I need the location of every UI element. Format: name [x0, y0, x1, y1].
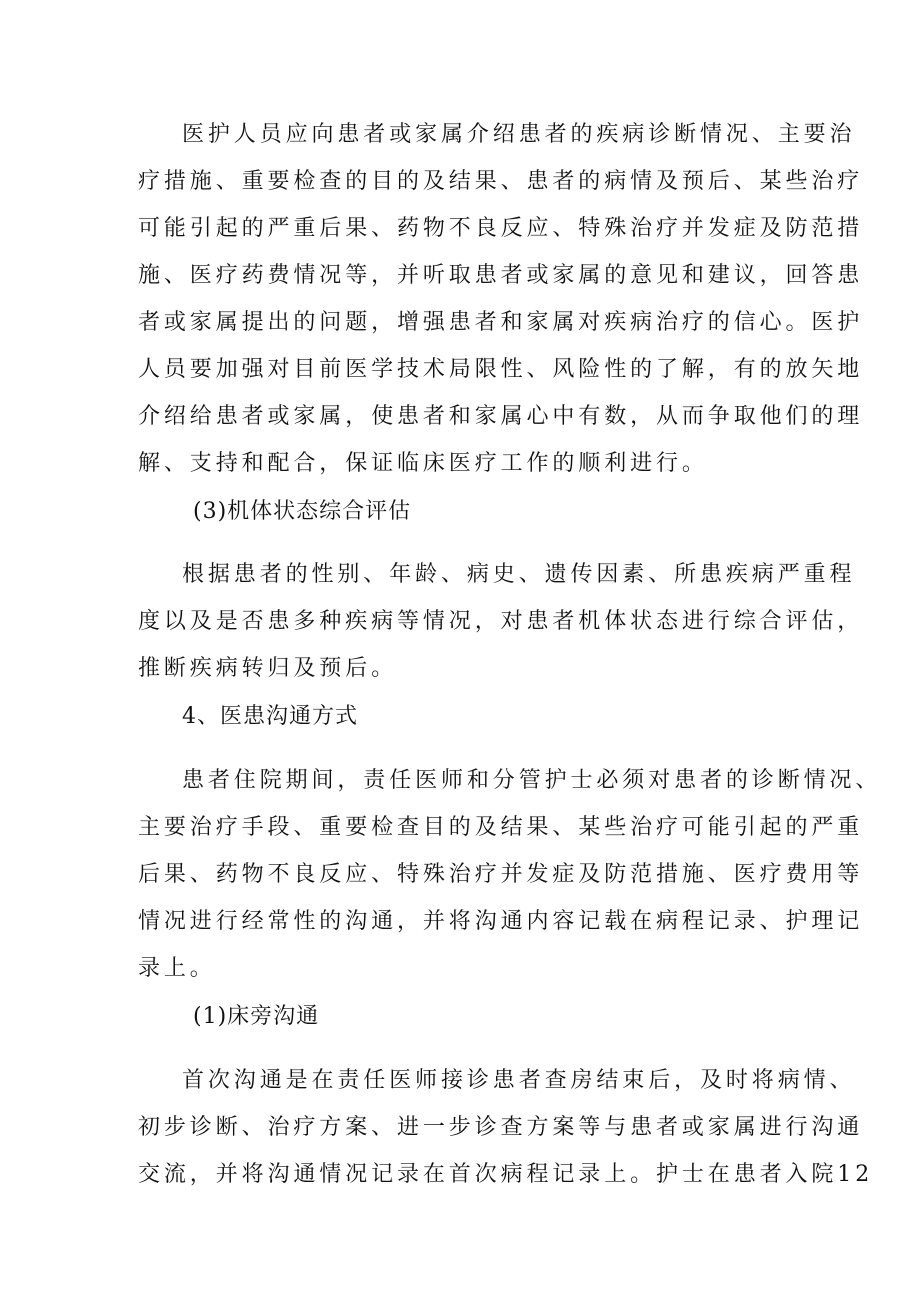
section-heading-body-assessment	[138, 488, 798, 535]
paragraph-body-assessment	[138, 551, 864, 692]
paragraph-patient-communication	[138, 111, 864, 487]
paragraph-line: 情况进行经常性的沟通，并将沟通内容记载在病程记录、护理记	[138, 909, 864, 934]
paragraph-line: 根据患者的性别、年龄、病史、遗传因素、所患疾病严重程	[182, 562, 856, 587]
heading-text: 4、医患沟通方式	[182, 704, 358, 729]
paragraph-line: 施、医疗药费情况等，并听取患者或家属的意见和建议，回答患	[138, 263, 864, 288]
heading-text: (3)机体状态综合评估	[193, 499, 412, 524]
paragraph-line: 度以及是否患多种疾病等情况，对患者机体状态进行综合评估，	[138, 609, 864, 634]
paragraph-line: 者或家属提出的问题，增强患者和家属对疾病治疗的信心。医护	[138, 310, 864, 335]
paragraph-line: 医护人员应向患者或家属介绍患者的疾病诊断情况、主要治	[182, 122, 856, 147]
paragraph-line: 疗措施、重要检查的目的及结果、患者的病情及预后、某些治疗	[138, 169, 864, 194]
paragraph-line: 首次沟通是在责任医师接诊患者查房结束后，及时将病情、	[182, 1068, 856, 1093]
paragraph-line: 初步诊断、治疗方案、进一步诊查方案等与患者或家属进行沟通	[138, 1115, 864, 1140]
paragraph-line: 可能引起的严重后果、药物不良反应、特殊治疗并发症及防范措	[138, 216, 864, 241]
paragraph-line: 患者住院期间，责任医师和分管护士必须对患者的诊断情况、	[182, 768, 882, 793]
paragraph-line: 推断疾病转归及预后。	[138, 656, 398, 681]
paragraph-line: 交流，并将沟通情况记录在首次病程记录上。护士在患者入院12	[138, 1162, 874, 1187]
paragraph-inpatient-communication	[138, 757, 882, 992]
paragraph-line: 主要治疗手段、重要检查目的及结果、某些治疗可能引起的严重	[138, 815, 864, 840]
paragraph-line: 人员要加强对目前医学技术局限性、风险性的了解，有的放矢地	[138, 357, 864, 382]
paragraph-first-communication	[138, 1057, 874, 1198]
paragraph-line: 录上。	[138, 956, 216, 981]
heading-text: (1)床旁沟通	[193, 1004, 320, 1029]
section-heading-bedside	[138, 993, 798, 1040]
section-heading-communication-methods	[138, 693, 798, 740]
paragraph-line: 解、支持和配合，保证临床医疗工作的顺利进行。	[138, 451, 708, 476]
paragraph-line: 介绍给患者或家属，使患者和家属心中有数，从而争取他们的理	[138, 404, 864, 429]
paragraph-line: 后果、药物不良反应、特殊治疗并发症及防范措施、医疗费用等	[138, 862, 864, 887]
